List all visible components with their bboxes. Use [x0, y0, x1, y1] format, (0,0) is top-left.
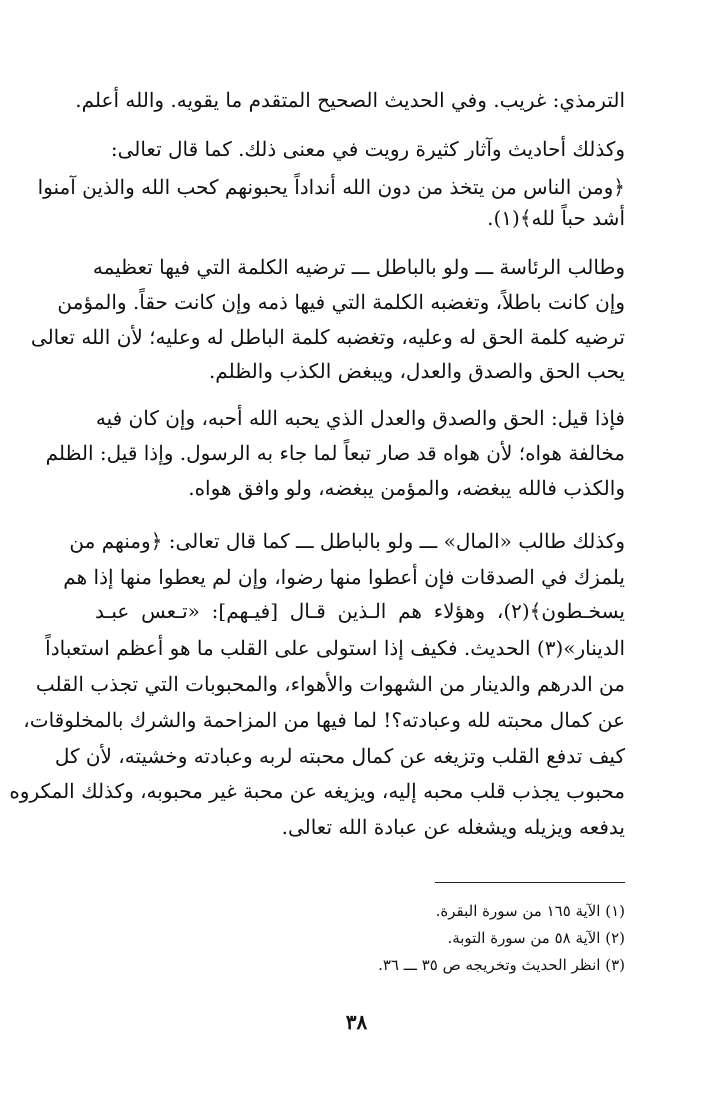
footnote-1: (١) الآية ١٦٥ من سورة البقرة.: [435, 902, 625, 920]
paragraph-4-line-2: مخالفة هواه؛ لأن هواه قد صار تبعاً لما جاء به الرسول. وإذا قيل: الظلم: [45, 441, 625, 465]
paragraph-4-line-3: والكذب فالله يبغضه، والمؤمن يبغضه، ولو وافق هواه.: [188, 476, 625, 500]
paragraph-5-line-8: محبوب يجذب قلب محبه إليه، ويزيغه عن محبة غير محبوبه، وكذلك المكروه: [9, 779, 625, 803]
paragraph-3-line-3: ترضيه كلمة الحق له وعليه، وتغضبه كلمة الباطل له وعليه؛ لأن الله تعالى: [30, 325, 625, 349]
footnote-3: (٣) انظر الحديث وتخريجه ص ٣٥ ـــ ٣٦.: [378, 956, 625, 974]
paragraph-3-line-2: وإن كانت باطلاً، وتغضبه الكلمة التي فيها ذمه وإن كانت حقاً. والمؤمن: [57, 290, 625, 314]
paragraph-5-line-2: يلمزك في الصدقات فإن أعطوا منها رضوا، وإن لم يعطوا منها إذا هم: [63, 565, 625, 589]
paragraph-5-line-1: وكذلك طالب «المال» ـــ ولو بالباطل ـــ كما قال تعالى: ﴿ومنهم من: [69, 529, 625, 553]
paragraph-2-line-1: وكذلك أحاديث وآثار كثيرة رويت في معنى ذلك. كما قال تعالى:: [110, 137, 625, 161]
paragraph-5-line-6: عن كمال محبته لله وعبادته؟! لما فيها من المزاحمة والشرك بالمخلوقات،: [23, 708, 625, 732]
paragraph-5-line-9: يدفعه ويزيله ويشغله عن عبادة الله تعالى.: [281, 815, 625, 839]
paragraph-5-line-4: الدينار»(٣) الحديث. فكيف إذا استولى على القلب ما هو أعظم استعباداً: [45, 636, 625, 660]
paragraph-1-line-1: الترمذي: غريب. وفي الحديث الصحيح المتقدم ما يقويه. والله أعلم.: [75, 88, 625, 112]
paragraph-5-line-7: كيف تدفع القلب وتزيغه عن كمال محبته لربه وعبادته وخشيته، لأن كل: [54, 744, 625, 768]
footnote-2: (٢) الآية ٥٨ من سورة التوبة.: [447, 929, 625, 947]
footnote-separator: [435, 882, 625, 883]
paragraph-3-line-1: وطالب الرئاسة ـــ ولو بالباطل ـــ ترضيه الكلمة التي فيها تعظيمه: [92, 255, 625, 279]
page-number: ٣٨: [345, 1010, 368, 1034]
paragraph-3-line-4: يحب الحق والصدق والعدل، ويبغض الكذب والظلم.: [208, 359, 625, 383]
paragraph-2-line-2: ﴿ومن الناس من يتخذ من دون الله أنداداً يحبونهم كحب الله والذين آمنوا: [37, 175, 625, 199]
paragraph-4-line-1: فإذا قيل: الحق والصدق والعدل الذي يحبه الله أحبه، وإن كان فيه: [95, 406, 625, 430]
paragraph-5-line-5: من الدرهم والدينار من الشهوات والأهواء، والمحبوبات التي تجذب القلب: [35, 672, 625, 696]
paragraph-5-line-3: يسخـطون﴾(٢)، وهؤلاء هم الـذين قـال [فيـهم]: «تـعس عبـد: [95, 599, 625, 623]
paragraph-2-line-3: أشد حباً لله﴾(١).: [487, 206, 625, 230]
